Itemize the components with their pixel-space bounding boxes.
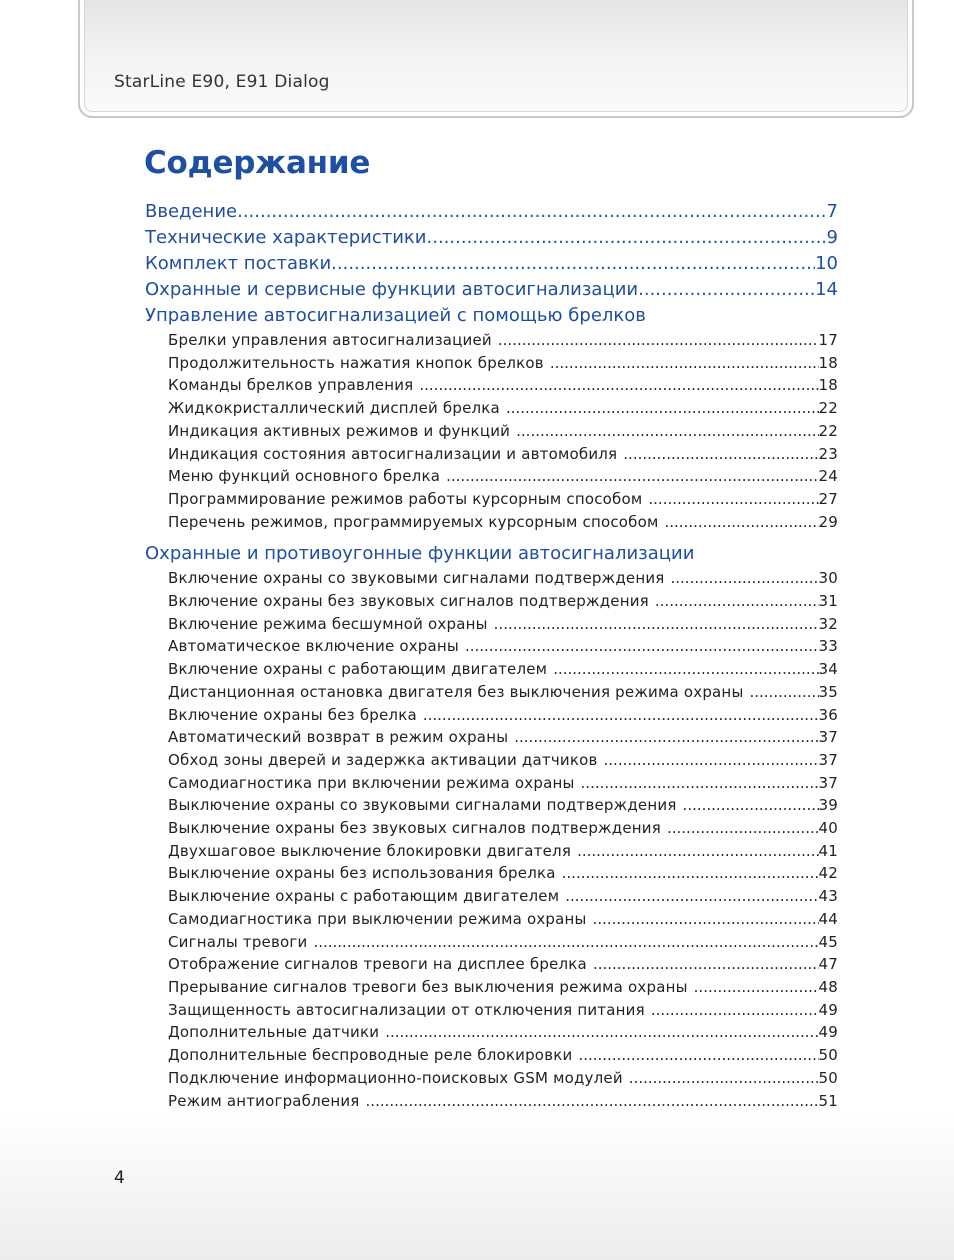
dot-leader xyxy=(307,931,818,954)
toc-entry[interactable] xyxy=(168,704,838,727)
toc-entry-label: Выключение охраны с работающим двигателем xyxy=(168,887,560,906)
toc-entry-page-number: 49 xyxy=(818,1000,838,1019)
dot-leader xyxy=(440,465,818,488)
dot-leader xyxy=(492,329,819,352)
toc-entry-page-number: 34 xyxy=(818,660,838,679)
dot-leader xyxy=(544,352,819,375)
header-panel xyxy=(78,0,914,118)
toc-entry-page-number: 10 xyxy=(815,253,838,274)
toc-entry-label: Брелки управления автосигнализацией xyxy=(168,331,492,349)
toc-entry-page-number: 22 xyxy=(818,421,838,440)
toc-entry-page-number: 24 xyxy=(818,467,838,486)
toc-entry-page-number: 31 xyxy=(818,592,838,611)
toc-entry-label: Включение охраны с работающим двигателем xyxy=(168,660,548,679)
dot-leader xyxy=(417,704,819,727)
toc-entry[interactable] xyxy=(168,976,838,999)
toc-entry-page-number: 50 xyxy=(818,1068,838,1087)
dot-leader xyxy=(360,1090,819,1113)
dot-leader xyxy=(587,908,819,931)
toc-entry-label: Автоматический возврат в режим охраны xyxy=(168,728,509,747)
toc-entry-page-number: 43 xyxy=(818,887,838,906)
toc-entry[interactable] xyxy=(168,613,838,636)
dot-leader xyxy=(638,277,815,303)
toc-entry[interactable] xyxy=(168,953,838,976)
toc-entry[interactable] xyxy=(168,840,838,863)
dot-leader xyxy=(547,658,818,681)
toc-entry-page-number: 37 xyxy=(818,750,838,769)
dot-leader xyxy=(617,443,818,466)
toc-entry-label: Включение охраны без звуковых сигналов подтверждения xyxy=(168,592,649,611)
toc-group-security-functions-entries xyxy=(145,567,838,1112)
toc-entry-page-number: 49 xyxy=(818,1023,838,1042)
toc-entry[interactable] xyxy=(168,1021,838,1044)
toc-entry-label: Дополнительные беспроводные реле блокировки xyxy=(168,1046,573,1065)
dot-leader xyxy=(559,885,818,908)
toc-entry[interactable] xyxy=(168,635,838,658)
toc-entry-page-number: 27 xyxy=(818,489,838,508)
toc-entry[interactable] xyxy=(168,352,838,375)
toc-entry-label: Отображение сигналов тревоги на дисплее брелка xyxy=(168,955,587,974)
toc-entry-page-number: 32 xyxy=(818,614,838,633)
toc-entry-label: Самодиагностика при включении режима охраны xyxy=(168,773,575,792)
toc-entry-label: Комплект поставки xyxy=(145,253,332,274)
toc-entry-label: Продолжительность нажатия кнопок брелков xyxy=(168,353,544,372)
page-number: 4 xyxy=(114,1168,125,1188)
toc-entry-page-number: 42 xyxy=(818,864,838,883)
toc-entry-label: Подключение информационно-поисковых GSM модулей xyxy=(168,1068,623,1087)
page-background-gradient xyxy=(0,1110,954,1260)
toc-entry[interactable] xyxy=(168,567,838,590)
toc-entry-label: Включение охраны без брелка xyxy=(168,705,417,724)
toc-entry-label: Охранные и сервисные функции автосигнализации xyxy=(145,279,639,300)
toc-entry-label: Программирование режимов работы курсорным способом xyxy=(168,489,643,508)
dot-leader xyxy=(575,772,819,795)
dot-leader xyxy=(427,225,827,251)
dot-leader xyxy=(331,251,815,277)
toc-entry[interactable] xyxy=(168,885,838,908)
toc-section-item[interactable] xyxy=(145,199,838,225)
dot-leader xyxy=(744,681,819,704)
dot-leader xyxy=(659,511,819,534)
toc-entry-label: Технические характеристики xyxy=(145,227,427,248)
toc-entry[interactable] xyxy=(168,681,838,704)
toc-entry-label: Обход зоны дверей и задержка активации датчиков xyxy=(168,750,598,769)
toc-entry-page-number: 44 xyxy=(818,909,838,928)
toc-entry-page-number: 33 xyxy=(818,637,838,656)
toc-entry-label: Включение режима бесшумной охраны xyxy=(168,614,488,633)
dot-leader xyxy=(642,488,818,511)
dot-leader xyxy=(645,999,819,1022)
toc-group-title-remote-control[interactable]: Управление автосигнализацией с помощью брелков xyxy=(145,305,646,326)
toc-entry-label: Меню функций основного брелка xyxy=(168,467,441,486)
toc-sections xyxy=(145,199,838,303)
toc-section-item[interactable] xyxy=(145,277,838,303)
toc-entry[interactable] xyxy=(168,931,838,954)
dot-leader xyxy=(623,1067,819,1090)
dot-leader xyxy=(237,199,826,225)
toc-entry-page-number: 35 xyxy=(818,682,838,701)
toc-entry[interactable] xyxy=(168,908,838,931)
dot-leader xyxy=(379,1021,818,1044)
toc-entry-page-number: 39 xyxy=(818,796,838,815)
toc-entry-label: Введение xyxy=(145,201,238,222)
toc-entry-page-number: 18 xyxy=(818,376,838,395)
toc-entry[interactable] xyxy=(168,465,838,488)
toc-entry-label: Дополнительные датчики xyxy=(168,1023,380,1042)
toc-entry[interactable] xyxy=(168,1067,838,1090)
toc-entry-label: Выключение охраны без использования брелка xyxy=(168,864,556,883)
toc-entry[interactable] xyxy=(168,488,838,511)
toc-entry-label: Прерывание сигналов тревоги без выключения режима охраны xyxy=(168,977,688,996)
toc-entry-page-number: 22 xyxy=(818,399,838,418)
toc-entry-page-number: 7 xyxy=(826,201,838,222)
toc-entry-label: Автоматическое включение охраны xyxy=(168,637,459,656)
toc-entry-label: Сигналы тревоги xyxy=(168,932,308,951)
toc-entry-page-number: 37 xyxy=(818,728,838,747)
toc-entry-label: Самодиагностика при выключении режима охраны xyxy=(168,909,587,928)
toc-entry-page-number: 37 xyxy=(818,773,838,792)
toc-entry[interactable] xyxy=(168,511,838,534)
dot-leader xyxy=(556,862,819,885)
toc-entry-label: Защищенность автосигнализации от отключения питания xyxy=(168,1000,645,1019)
toc-entry-page-number: 17 xyxy=(818,331,838,349)
toc-entry-label: Индикация состояния автосигнализации и автомобиля xyxy=(168,444,618,463)
toc-entry-label: Перечень режимов, программируемых курсорным способом xyxy=(168,512,659,531)
toc-entry[interactable] xyxy=(168,1044,838,1067)
dot-leader xyxy=(598,749,819,772)
toc-entry-page-number: 50 xyxy=(818,1046,838,1065)
toc-entry-label: Команды брелков управления xyxy=(168,376,414,395)
toc-entry-label: Двухшаговое выключение блокировки двигателя xyxy=(168,841,572,860)
toc-entry-page-number: 36 xyxy=(818,705,838,724)
toc-section-item[interactable] xyxy=(145,225,838,251)
toc-entry[interactable] xyxy=(168,726,838,749)
toc-entry-page-number: 41 xyxy=(818,841,838,860)
toc-entry-page-number: 18 xyxy=(818,353,838,372)
toc-entry[interactable] xyxy=(168,397,838,420)
dot-leader xyxy=(459,635,819,658)
toc-entry[interactable] xyxy=(168,658,838,681)
toc-entry[interactable] xyxy=(168,817,838,840)
toc-entry-page-number: 45 xyxy=(818,932,838,951)
toc-entry-page-number: 23 xyxy=(818,444,838,463)
toc-entry[interactable] xyxy=(168,1090,838,1113)
toc-entry-label: Индикация активных режимов и функций xyxy=(168,421,511,440)
page-title: Содержание xyxy=(144,145,371,181)
dot-leader xyxy=(665,567,819,590)
toc-entry[interactable] xyxy=(168,590,838,613)
toc-entry-label: Жидкокристаллический дисплей брелка xyxy=(168,399,500,418)
dot-leader xyxy=(488,613,819,636)
toc-entry-label: Дистанционная остановка двигателя без выключения режима охраны xyxy=(168,682,744,701)
toc-entry[interactable] xyxy=(168,443,838,466)
toc-entry[interactable] xyxy=(168,749,838,772)
dot-leader xyxy=(413,374,818,397)
toc-entry-label: Включение охраны со звуковыми сигналами подтверждения xyxy=(168,569,665,588)
toc-entry[interactable] xyxy=(168,862,838,885)
toc-entry[interactable] xyxy=(168,999,838,1022)
toc-entry[interactable] xyxy=(168,794,838,817)
toc-entry[interactable] xyxy=(168,374,838,397)
toc-entry-label: Режим антиограбления xyxy=(168,1091,360,1110)
dot-leader xyxy=(677,794,819,817)
toc-entry-page-number: 9 xyxy=(826,227,838,248)
toc-group-title-security-functions[interactable]: Охранные и противоугонные функции автосигнализации xyxy=(145,543,695,565)
toc-entry-page-number: 14 xyxy=(815,279,838,300)
dot-leader xyxy=(572,1044,818,1067)
dot-leader xyxy=(508,726,818,749)
toc-entry-label: Выключение охраны без звуковых сигналов подтверждения xyxy=(168,819,661,838)
toc-entry-page-number: 48 xyxy=(818,977,838,996)
dot-leader xyxy=(510,420,818,443)
toc-entry-label: Выключение охраны со звуковыми сигналами подтверждения xyxy=(168,796,677,815)
toc-entry-page-number: 30 xyxy=(818,569,838,588)
toc-entry[interactable] xyxy=(168,329,838,352)
table-of-contents xyxy=(145,199,838,1112)
dot-leader xyxy=(500,397,819,420)
toc-entry-page-number: 47 xyxy=(818,955,838,974)
toc-entry[interactable] xyxy=(168,772,838,795)
toc-entry-page-number: 29 xyxy=(818,512,838,531)
dot-leader xyxy=(661,817,819,840)
document-header-title: StarLine E90, E91 Dialog xyxy=(114,72,330,92)
dot-leader xyxy=(571,840,818,863)
dot-leader xyxy=(587,953,819,976)
dot-leader xyxy=(649,590,819,613)
toc-entry-page-number: 51 xyxy=(818,1091,838,1110)
dot-leader xyxy=(688,976,819,999)
toc-entry-page-number: 40 xyxy=(818,819,838,838)
toc-section-item[interactable] xyxy=(145,251,838,277)
toc-entry[interactable] xyxy=(168,420,838,443)
toc-group-remote-control-entries xyxy=(145,329,838,533)
